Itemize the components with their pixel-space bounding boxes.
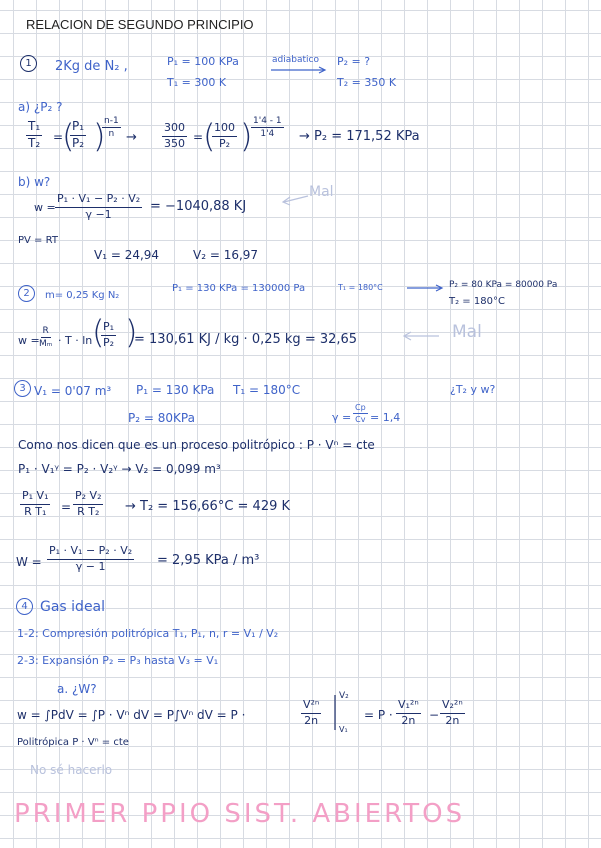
volume-1: V₁ = 24,94 — [94, 248, 160, 262]
exponent2-denominator: 1'4 — [260, 129, 275, 140]
exponent-denominator: n — [108, 129, 115, 140]
polytropic-statement: Como nos dicen que es un proceso politrópico : P · Vⁿ = cte — [18, 438, 375, 452]
p2-p1-symbol: P₁ — [101, 321, 116, 336]
exponent2-numerator: 1'4 - 1 — [251, 116, 284, 128]
open-paren: ( — [62, 117, 75, 155]
no-se-hacerlo-note: No sé hacerlo — [30, 763, 113, 777]
p3-question: ¿T₂ y w? — [450, 383, 496, 396]
problem-2-number: 2 — [18, 285, 35, 302]
fraction-300-350 — [162, 122, 187, 150]
work-fraction — [55, 193, 142, 221]
volume-2: V₂ = 16,97 — [193, 248, 259, 262]
problem-3-number: 3 — [14, 380, 31, 397]
page-title: RELACION DE SEGUNDO PRINCIPIO — [26, 17, 254, 32]
temperature-ln: · T · ln — [58, 334, 93, 347]
equals-sign: = — [53, 130, 64, 144]
exponent-fraction-2 — [251, 116, 284, 140]
p2-work-result: = 130,61 KJ / kg · 0,25 kg = 32,65 — [134, 332, 358, 347]
p4-part-a: a. ¿W? — [57, 682, 97, 696]
integral-denominator: 2n — [304, 713, 319, 727]
integral-equation: w = ∫PdV = ∫P · Vⁿ dV = P∫Vⁿ dV = P · — [17, 708, 246, 722]
rt2: R T₂ — [77, 504, 100, 518]
p1-process-label: adiabatico — [272, 55, 319, 65]
p2-work-label: w = — [18, 334, 40, 347]
lower-limit: V₁ — [339, 725, 348, 734]
p2-temperature-2: T₂ = 180°C — [449, 296, 505, 307]
p3-work-label: W = — [16, 555, 42, 569]
p3-pressure-2: P₂ = 80KPa — [128, 411, 195, 425]
polytropic-relation: Politrópica P · Vⁿ = cte — [17, 737, 129, 748]
p1v1: P₁ V₁ — [20, 490, 50, 505]
v2-power: V₂²ⁿ — [440, 699, 465, 714]
open-paren-2: ( — [203, 117, 216, 155]
equals-p: = P · — [364, 708, 393, 722]
work-numerator: P₁ · V₁ − P₂ · V₂ — [55, 193, 142, 208]
molar-mass: Mₘ — [39, 339, 53, 350]
cp-symbol: Cp — [353, 403, 368, 414]
integral-numerator: V²ⁿ — [301, 699, 321, 714]
p2v2: P₂ V₂ — [73, 490, 103, 505]
mal-note: Mal — [309, 184, 334, 200]
p2-mass: m= 0,25 Kg N₂ — [45, 290, 120, 301]
p3-work-denominator: γ − 1 — [75, 559, 106, 573]
volume-equation: P₁ · V₁ᵞ = P₂ · V₂ᵞ → V₂ = 0,099 m³ — [18, 462, 221, 476]
minus-sign: − — [429, 708, 440, 722]
p3-work-numerator: P₁ · V₁ − P₂ · V₂ — [47, 545, 134, 560]
value-300: 300 — [162, 122, 187, 137]
problem-4-number: 4 — [16, 598, 33, 615]
cv-symbol: Cv — [355, 415, 366, 425]
mal-note-2: Mal — [452, 322, 482, 342]
p1-process-arrow-icon — [270, 66, 328, 74]
arrow-symbol: → — [126, 130, 137, 145]
problem-1-number: 1 — [20, 55, 37, 72]
pressure-ratio — [101, 321, 116, 349]
p3-pressure-1: P₁ = 130 KPa — [136, 383, 215, 397]
p3-temperature-1: T₁ = 180°C — [233, 383, 301, 397]
p2-symbol: P₂ — [72, 135, 85, 150]
p1-symbol: P₁ — [70, 120, 86, 136]
equals-sign-3: = — [61, 500, 72, 514]
p1-pressure-1: P₁ = 100 KPa — [167, 55, 239, 68]
p2-pressure-1: P₁ = 130 KPa = 130000 Pa — [172, 283, 306, 294]
cp-cv-fraction — [353, 403, 368, 424]
gamma-label: γ = — [332, 411, 352, 424]
exponent-fraction — [102, 116, 121, 140]
gamma-value: = 1,4 — [370, 411, 401, 424]
v1-power: V₁²ⁿ — [396, 699, 421, 714]
open-paren-3: ( — [92, 313, 105, 351]
work-result: = −1040,88 KJ — [150, 199, 247, 214]
t2-symbol: T₂ — [28, 135, 41, 150]
close-paren-3: ) — [125, 313, 138, 351]
r-over-mm — [39, 326, 52, 350]
p3-work-fraction — [47, 545, 134, 573]
footer-heading: PRIMER PPIO SIST. ABIERTOS — [14, 799, 466, 829]
fraction-p1v1-rt1 — [20, 490, 50, 518]
p2-symbol-2: P₂ — [218, 136, 231, 150]
p3-volume-1: V₁ = 0'07 m³ — [34, 384, 112, 398]
gas-constant: R — [41, 326, 51, 338]
fraction-p2v2-rt2 — [73, 490, 103, 518]
fraction-p1-p2 — [70, 120, 86, 151]
p1-part-a: a) ¿P₂ ? — [18, 100, 63, 114]
work-denominator: γ −1 — [85, 207, 112, 221]
equals-sign-2: = — [193, 130, 204, 144]
p2-temperature-1: T₁ = 180°C — [338, 283, 383, 292]
close-paren: ) — [93, 117, 106, 155]
upper-limit: V₂ — [339, 691, 349, 701]
p2-result: → P₂ = 171,52 KPa — [299, 129, 420, 144]
temperature-result: → T₂ = 156,66°C = 429 K — [125, 499, 291, 514]
p1-mass: 2Kg de N₂ , — [55, 59, 128, 74]
p2-arrow-icon — [406, 284, 444, 292]
fraction-t1-t2 — [26, 120, 42, 151]
p2-p2-symbol: P₂ — [103, 335, 115, 349]
mal-arrow-icon — [281, 192, 309, 206]
fraction-100-p2 — [212, 122, 237, 150]
p2-pressure-2: P₂ = 80 KPa = 80000 Pa — [449, 280, 558, 290]
t1-symbol: T₁ — [26, 120, 42, 136]
p4-step-1-2: 1-2: Compresión politrópica T₁, P₁, n, r = V₁ / V₂ — [17, 627, 279, 640]
p1-temperature-1: T₁ = 300 K — [167, 76, 227, 89]
p4-step-2-3: 2-3: Expansión P₂ = P₃ hasta V₃ = V₁ — [17, 654, 219, 667]
rt1: R T₁ — [24, 504, 47, 518]
ideal-gas-law: PV = RT — [18, 235, 58, 246]
close-paren-2: ) — [240, 117, 253, 155]
evaluation-bar-icon — [331, 694, 339, 732]
p1-part-b: b) w? — [18, 175, 51, 189]
v1-denominator: 2n — [401, 713, 416, 727]
fraction-v1 — [396, 699, 421, 727]
value-350: 350 — [164, 136, 185, 150]
integral-fraction — [301, 699, 321, 727]
fraction-v2 — [440, 699, 465, 727]
exponent-numerator: n-1 — [102, 116, 121, 128]
mal-arrow-icon-2 — [402, 331, 440, 341]
p4-heading: Gas ideal — [40, 599, 106, 615]
p3-work-result: = 2,95 KPa / m³ — [157, 553, 260, 568]
value-100: 100 — [212, 122, 237, 137]
v2-denominator: 2n — [445, 713, 460, 727]
p1-temperature-2: T₂ = 350 K — [337, 76, 397, 89]
work-label: w = — [34, 201, 56, 214]
p1-pressure-2: P₂ = ? — [337, 55, 371, 68]
